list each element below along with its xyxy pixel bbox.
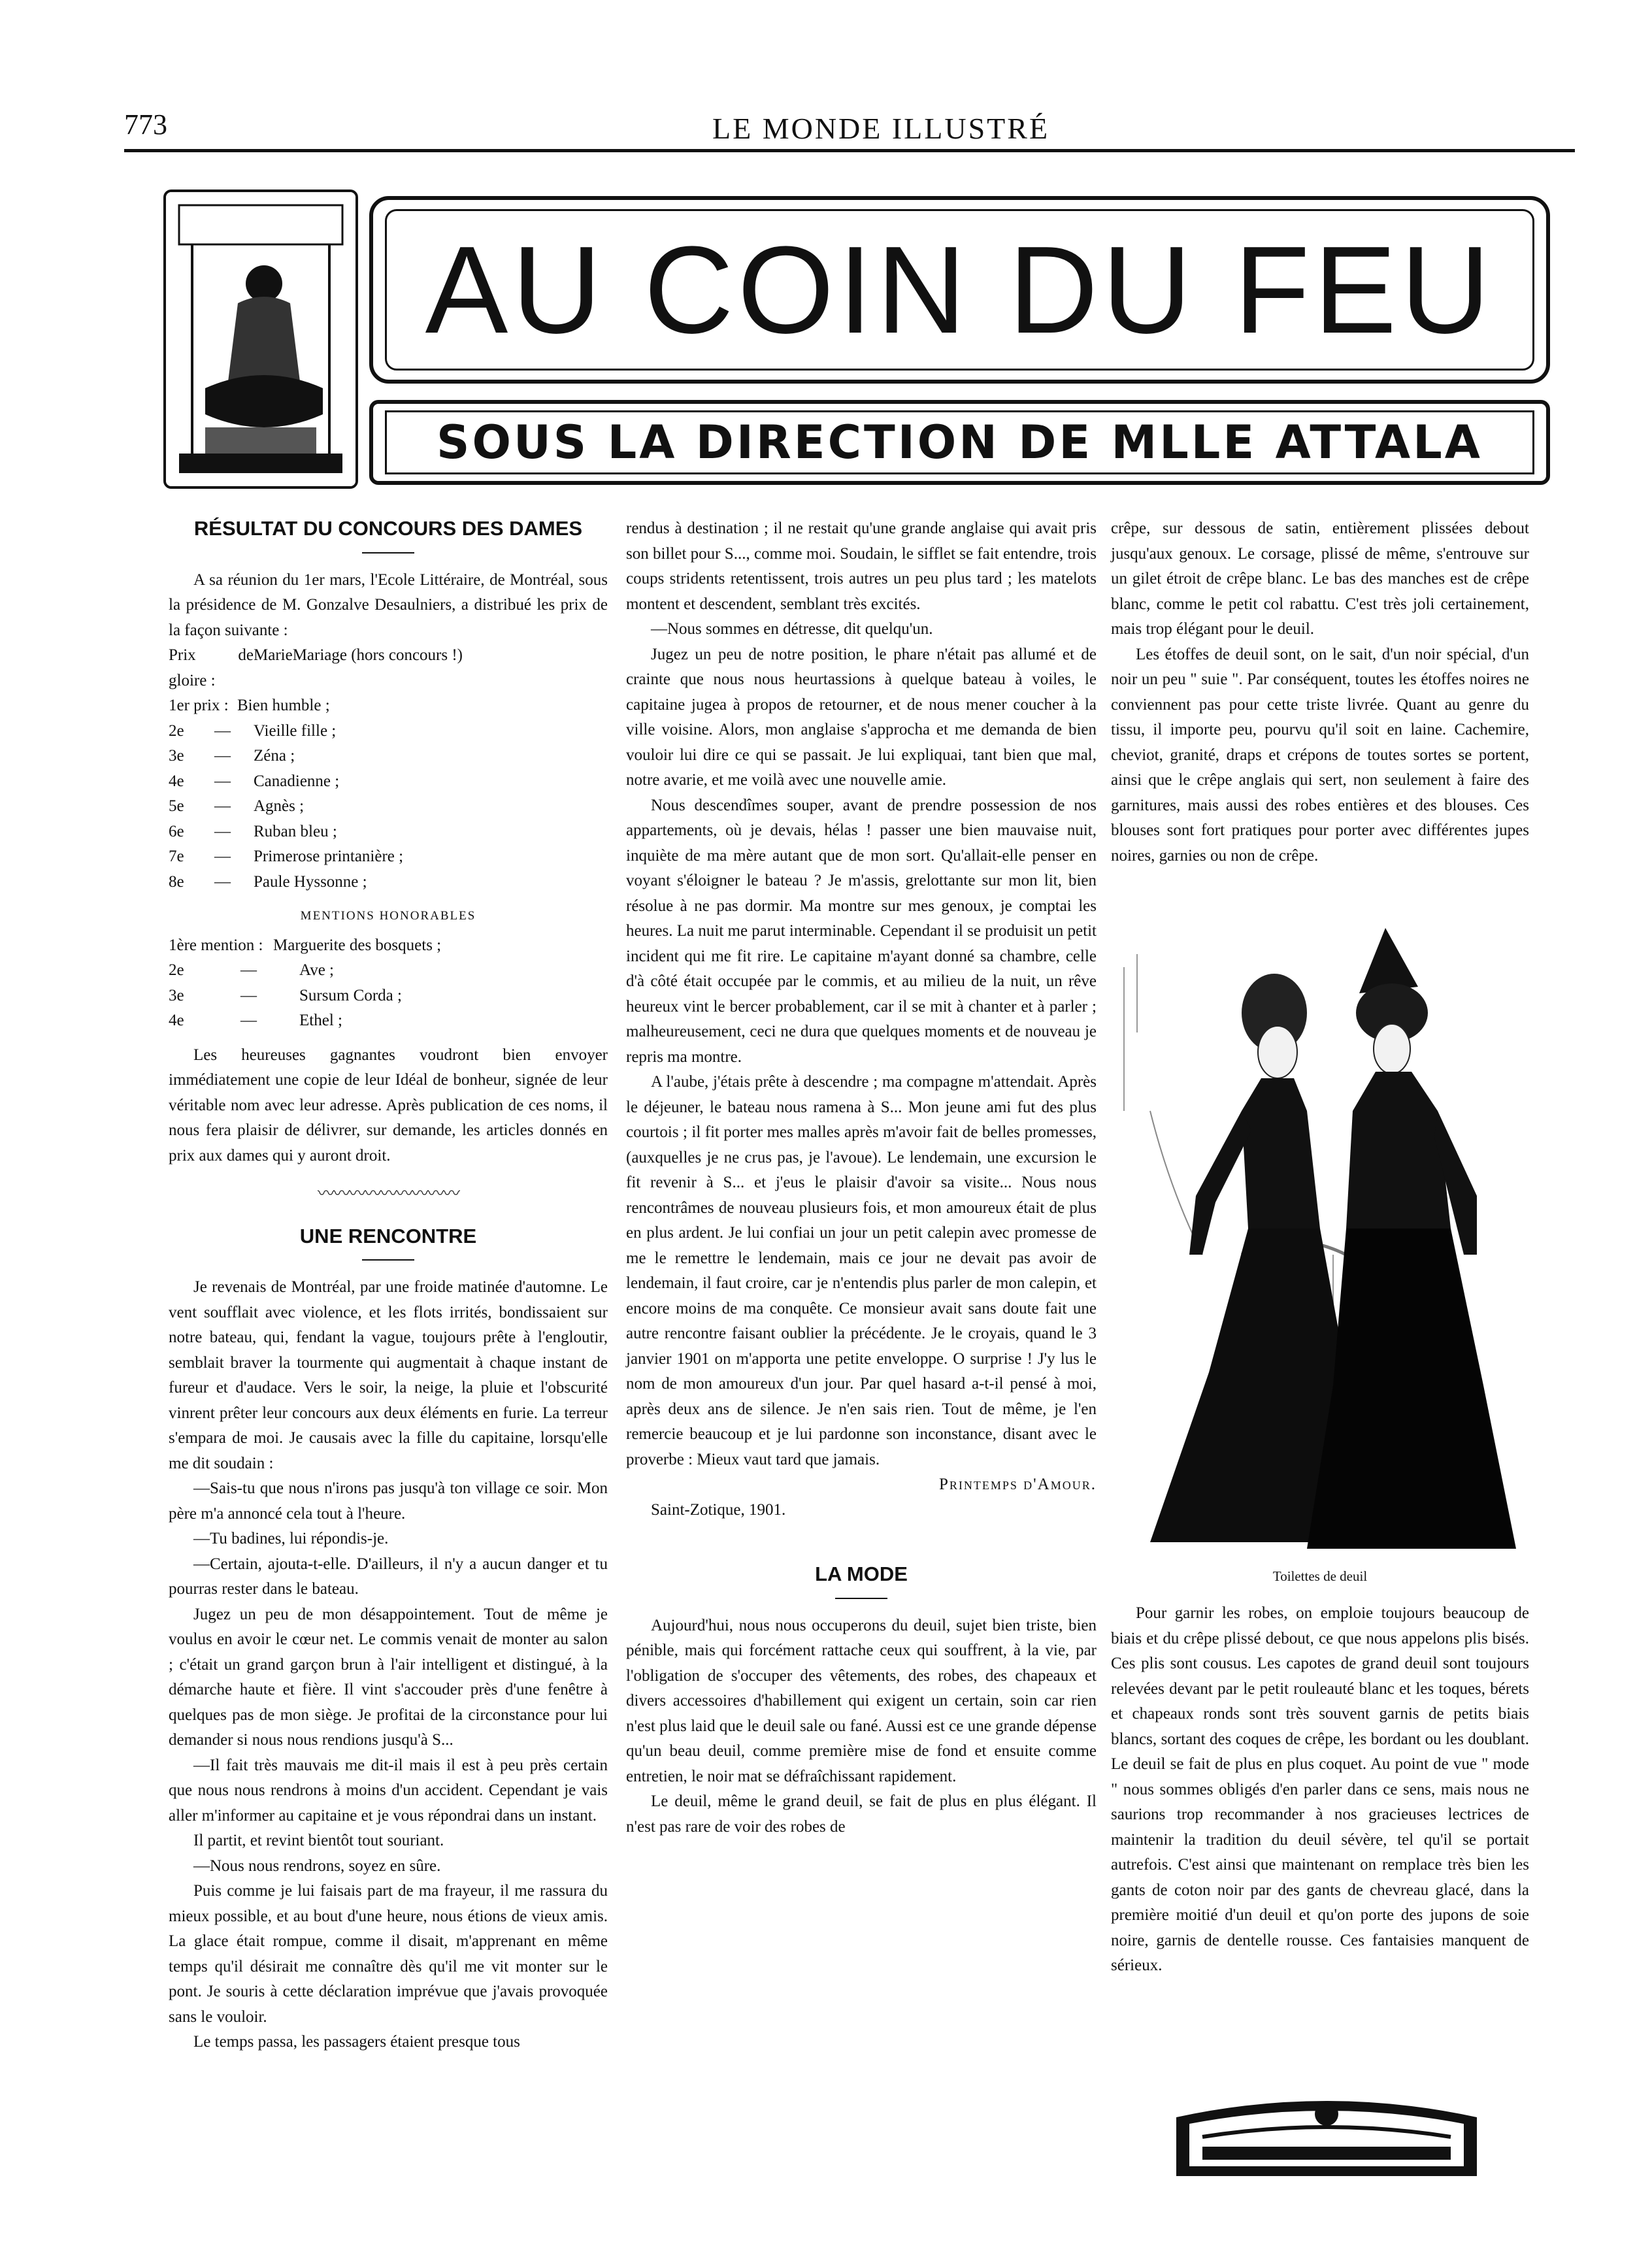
mention-name: Ethel ; [299,1012,342,1029]
prize-name: MarieMariage (hors concours !) [254,646,463,664]
reading-woman-vignette [163,190,358,489]
story-paragraph: Le temps passa, les passagers étaient presque tous [193,2033,520,2051]
section-title: AU COIN DU FEU [425,220,1495,359]
prize-row [169,794,608,819]
mentions-title: MENTIONS HONORABLES [300,909,476,923]
prize-dash: — [214,822,231,840]
left-column [169,516,608,2055]
prize-rank: Prix de gloire : [169,646,254,689]
mention-dash: — [240,961,257,979]
story-paragraph: —Il fait très mauvais me dit-il mais il est à peu près certain que nous nous rendrons à moins d'un accident. Cependant je vais aller m'informer au capitaine et je vous répondrai dans un instant. [169,1756,608,1825]
mention-name: Marguerite des bosquets ; [273,936,442,954]
place-date: Saint-Zotique, 1901. [651,1500,786,1519]
prize-name: Vieille fille ; [254,721,337,740]
mention-rank: 1ère mention : [169,936,263,954]
right-column-bottom [1111,1601,1529,1979]
prize-row [169,643,608,693]
section-title-inner [385,209,1534,371]
mourning-dresses-illustration [1111,915,1529,1568]
story-paragraph: —Nous sommes en détresse, dit quelqu'un. [651,620,933,638]
tailpiece-ornament [1163,2091,1490,2186]
mention-name: Ave ; [299,961,334,979]
mention-rank: 3e [169,986,184,1004]
running-title: LE MONDE ILLUSTRÉ [712,112,1050,145]
author-signature: Printemps d'Amour. [939,1476,1097,1493]
prize-dash: — [214,772,231,790]
story-paragraph: —Certain, ajouta-t-elle. D'ailleurs, il n'y a aucun danger et tu pourras rester dans le bateau. [169,1555,608,1598]
story-paragraph: —Tu badines, lui répondis-je. [193,1530,389,1547]
prize-dash: — [214,848,231,865]
contest-outro: Les heureuses gagnantes voudront bien envoyer immédiatement une copie de leur Idéal de bonheur, signée de leur véritable nom avec leur adresse. Après publication de ces noms, il nous fera plaisir de délivrer, sur demande, les articles donnés en prix aux dames qui y auront droit. [169,1046,608,1164]
story-paragraph: Nous descendîmes souper, avant de prendre possession de nos appartements, où je devais, hélas ! passer une bien mauvaise nuit, inquiète de ma mère autant que de mon sort. Qu'allait-elle penser en voyant s'éloigner le bateau ? Je m'assis, grelottante sur mon lit, bien résolue à ne pas dormir. Ma montre sur mes genoux, je comptai les heures. La nuit me parut interminable. Cependant il se produisit un petit incident qui me fit rire. Le capitaine m'ayant donné sa chambre, celle d'à côté était occupée par le commis, et au milieu de la nuit, un rêve heureux vint le bercer probablement, car il se mit à chanter et à parler ; malheureusement, ceci ne dura que quelques moments et de nouveau je repris ma montre. [626,796,1097,1066]
prize-name: Agnès ; [254,797,305,815]
prize-rank: 3e [169,747,184,765]
prize-rank: 1er prix : [169,697,229,714]
section-subtitle: SOUS LA DIRECTION DE MLLE ATTALA [437,416,1483,469]
prize-list [169,643,608,895]
prize-row [169,693,608,719]
mention-rank: 4e [169,1012,184,1029]
middle-column [626,516,1097,1840]
story-paragraph: Il partit, et revint bientôt tout souriant. [193,1832,444,1849]
story-paragraph: —Nous nous rendrons, soyez en sûre. [193,1857,441,1875]
prize-row [169,719,608,744]
title-rule [362,552,414,553]
figure-caption: Toilettes de deuil [1272,1568,1368,1584]
prize-dash: — [214,797,231,815]
page-number: 773 [124,108,167,140]
story-title: UNE RENCONTRE [299,1224,477,1247]
mode-paragraph: Pour garnir les robes, on emploie toujours beaucoup de biais et du crêpe plissé debout, ce que nous appelons plis bisés. Ces plis sont cousus. Les capotes de grand deuil sont toujours relevées devant par le petit rouleauté blanc et les toques, bérets et chapeaux ronds sont très souvent garnis de petits biais blancs, sortant des coques de crêpe, les bordant ou les doublant. Le deuil se fait de plus en plus coquet. Au point de vue " mode " nous sommes obligés d'en parler dans ce sens, mais nous ne saurions trop recommander à nos gracieuses lectrices de maintenir la tradition du deuil sévère, tel qu'il se portait autrefois. C'est ainsi que maintenant on remplace très bien les gants de coton noir par des gants de chevreau glacé, dans la première moitié d'un deuil et qu'on porte des jupons de soie noire, garnis de dentelle rousse. Ces fantaisies manquent de sérieux. [1111,1604,1529,1974]
mention-row [169,983,608,1009]
contest-intro: A sa réunion du 1er mars, l'Ecole Littéraire, de Montréal, sous la présidence de M. Gonzalve Desaulniers, a distribué les prix de la façon suivante : [169,570,608,639]
section-subtitle-inner [385,410,1534,474]
section-title-frame [369,196,1550,384]
title-rule [362,1259,414,1261]
mention-row [169,933,608,959]
prize-name: Primerose printanière ; [254,848,404,865]
header-rule [124,149,1575,152]
prize-rank: 2e [169,721,184,740]
prize-name: Bien humble ; [237,697,330,714]
prize-row [169,870,608,895]
prize-dash: — [214,872,231,891]
story-paragraph: Je revenais de Montréal, par une froide matinée d'automne. Le vent soufflait avec violence, et les flots irrités, bondissaient sur notre bateau, qui, fendant la vague, toujours prête à l'engloutir, semblait braver la tourmente qui augmentait à chaque instant de fureur et d'audace. Vers le soir, la neige, la pluie et l'obscurité vinrent prêter leur concours aux deux éléments en furie. La terreur s'empara de moi. Je causais avec la fille du capitaine, lorsqu'elle me dit soudain : [169,1278,608,1472]
story-paragraph: —Sais-tu que nous n'irons pas jusqu'à ton village ce soir. Mon père m'a annoncé cela tout à l'heure. [169,1479,608,1523]
prize-rank: 8e [169,872,184,891]
section-subtitle-frame [369,400,1550,485]
prize-rank: 6e [169,822,184,840]
mode-paragraph: crêpe, sur dessous de satin, entièrement plissées debout jusqu'aux genoux. Le corsage, plissé de même, s'entrouve sur un gilet étroit de crêpe blanc. Le bas des manches est de crêpe blanc, comme le petit col rabattu. C'est très joli certainement, mais trop élégant pour le deuil. [1111,520,1529,638]
mention-row [169,1008,608,1034]
prize-row [169,819,608,845]
mention-dash: — [240,1012,257,1029]
mention-name: Sursum Corda ; [299,986,402,1004]
title-rule [835,1598,887,1599]
prize-dash: — [214,721,231,740]
story-paragraph: Jugez un peu de mon désappointement. Tout de même je voulus en avoir le cœur net. Le commis venait de monter au salon ; c'était un grand garçon brun à l'air intelligent et distingué, à la démarche haute et fière. Il vint s'accouder près d'une fenêtre à quelques pas de mon siège. Je profitai de la circonstance pour lui demander si nous nous rendions jusqu'à S... [169,1605,608,1749]
mentions-list [169,933,608,1034]
mention-row [169,958,608,983]
prize-row [169,744,608,769]
prize-rank: 7e [169,848,184,865]
mode-paragraph: Le deuil, même le grand deuil, se fait de plus en plus élégant. Il n'est pas rare de voir des robes de [626,1792,1097,1836]
prize-row [169,844,608,870]
prize-dash: — [214,747,231,765]
mode-title: LA MODE [815,1562,908,1585]
story-paragraph: Jugez un peu de notre position, le phare n'était pas allumé et de crainte que nous nous heurtassions à quelque bateau à voiles, le capitaine jugea à propos de retourner, et de nous mener coucher à la ville voisine. Alors, mon anglaise s'approcha et me demanda de bien vouloir lui dire ce qui se passait. Je lui expliquai, tant bien que mal, notre avarie, et me voilà avec une nouvelle amie. [626,645,1097,789]
prize-name: Ruban bleu ; [254,822,337,840]
prize-rank: 4e [169,772,184,790]
mention-dash: — [240,986,257,1004]
mode-paragraph: Les étoffes de deuil sont, on le sait, d'un noir spécial, d'un noir un peu " suie ". Par conséquent, toutes les étoffes noires ne conviennent pas pour cette triste livrée. Quant au genre du tissu, il importe peu, pourvu qu'il soit en laine. Cachemire, cheviot, granité, draps et crépons de toutes sortes se portent, ainsi que le crêpe anglais qui sert, non seulement à faire des garnitures, mais aussi des robes entières et des blouses. Ces blouses sont fort pratiques pour porter avec différentes jupes noires, garnies ou non de crêpe. [1111,645,1529,865]
prize-name: Canadienne ; [254,772,340,790]
wavy-divider: 〰〰〰〰〰〰〰〰〰 [317,1184,459,1203]
prize-rank: 5e [169,797,184,815]
prize-name: Paule Hyssonne ; [254,872,367,891]
spacer [626,1523,1097,1562]
story-paragraph: A l'aube, j'étais prête à descendre ; ma compagne m'attendait. Après le déjeuner, le bateau nous ramena à S... Mon jeune ami fut des plus courtois ; il fit porter mes malles après m'avoir fait de belles promesses, (auxquelles je ne crus pas, je l'avoue). Le lendemain, une excursion le fit revenir à S... et j'eus le plaisir d'avoir sa visite... Nous nous rencontrâmes de nouveau plusieurs fois, et mon amoureux était de plus en plus ardent. Je lui confiai un jour un petit calepin avec promesse de me le remettre le lendemain, mais ce jour ne devait pas avoir de lendemain, il faut croire, car je n'entendis plus parler de mon calepin, et encore moins de ma conquête. Ce monsieur avait sans doute fait une autre rencontre faisant oublier la précédente. Je le croyais, quand le 3 janvier 1901 on m'apporta une petite enveloppe. O surprise ! J'y lus le nom de mon amoureux d'un jour. Par quel hasard a-t-il pensé à moi, après deux ans de silence. Je n'en sais rien. Tout de même, je l'en remercie beaucoup et je lui pardonne son inconstance, disant avec le proverbe : Mieux vaut tard que jamais. [626,1073,1097,1468]
story-paragraph: rendus à destination ; il ne restait qu'une grande anglaise qui avait pris son billet pour S..., comme moi. Soudain, le sifflet se fait entendre, trois coups stridents retentissent, trois autres un peu plus tard ; les matelots montent et descendent, semblant très excités. [626,520,1097,613]
mode-paragraph: Aujourd'hui, nous nous occuperons du deuil, sujet bien triste, bien pénible, mais qui forcément rattache ceux qui souffrent, à la vie, par l'obligation de s'occuper des vêtements, des robes, des chapeaux et divers accessoires d'habillement qui exigent un certain, soin car rien n'est plus laid que le deuil sale ou fané. Aussi est ce une grande dépense qu'un beau deuil, comme première mise de fond et ensuite comme entretien, le noir mat se défraîchissant rapidement. [626,1616,1097,1785]
contest-title: RÉSULTAT DU CONCOURS DES DAMES [193,517,583,540]
mention-rank: 2e [169,961,184,979]
story-paragraph: Puis comme je lui faisais part de ma frayeur, il me rassura du mieux possible, et au bout d'une heure, nous étions de vieux amis. La glace était rompue, comme il disait, m'apprenant en même temps qu'il désirait me connaître dès qu'il me vit monter sur le pont. Je souris à cette déclaration imprévue que j'avais provoquée sans le vouloir. [169,1882,608,2026]
prize-row [169,769,608,795]
prize-name: Zéna ; [254,747,295,765]
right-column-top [1111,516,1529,868]
